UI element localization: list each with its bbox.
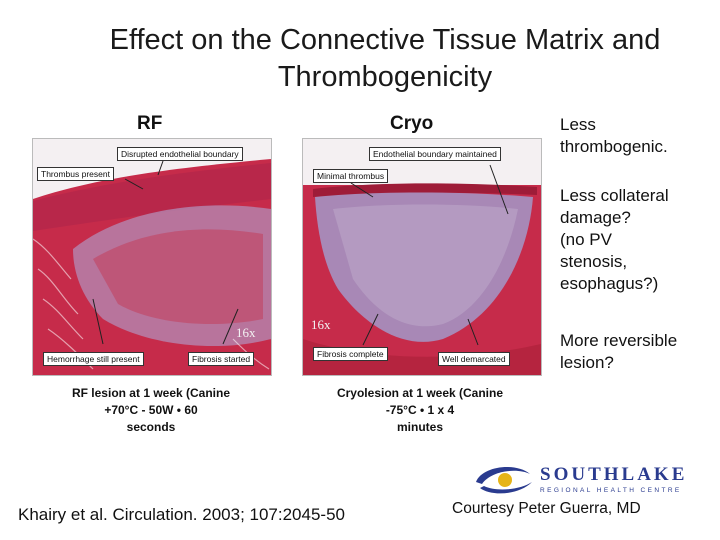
logo-name: SOUTHLAKE [540,464,688,485]
citation-text: Khairy et al. Circulation. 2003; 107:2045-50 [18,505,345,524]
side-note2-line3: (no PV [560,230,612,249]
cryo-histology-image [302,138,542,376]
side-note3-line2: lesion? [560,353,614,372]
side-note2-line4: stenosis, [560,252,628,271]
side-note2-line2: damage? [560,208,631,227]
side-note2-line5: esophagus?) [560,274,659,293]
cryo-label-fibrosis-complete: Fibrosis complete [313,347,388,361]
rf-caption-line2: +70°C - 50W • 60 [104,403,198,417]
southlake-logo [472,460,702,498]
cryo-label-well-demarcated: Well demarcated [438,352,510,366]
cryo-heading: Cryo [390,113,434,134]
side-note1-line2: thrombogenic. [560,137,668,156]
cryo-caption [300,385,540,436]
rf-histology-image [32,138,272,376]
rf-caption-line1: RF lesion at 1 week (Canine [71,386,231,400]
cryo-caption-line2: -75°C • 1 x 4 [385,403,455,417]
cryo-label-minimal-thrombus: Minimal thrombus [313,169,388,183]
slide-title [40,22,720,96]
rf-caption [32,385,270,436]
side-note-reversible [560,330,677,374]
rf-label-disrupted-boundary: Disrupted endothelial boundary [117,147,243,161]
cryo-label-boundary-maintained: Endothelial boundary maintained [369,147,501,161]
slide-title-line2: Thrombogenicity [277,61,493,93]
side-note3-line1: More reversible [560,331,678,350]
logo-subtitle: REGIONAL HEALTH CENTRE [540,487,682,494]
rf-label-thrombus: Thrombus present [37,167,114,181]
rf-caption-line3: seconds [126,420,176,434]
cryo-caption-line3: minutes [396,420,443,434]
side-note1-line1: Less [560,115,596,134]
cryo-caption-line1: Cryolesion at 1 week (Canine [336,386,504,400]
rf-label-hemorrhage: Hemorrhage still present [43,352,144,366]
side-note-thrombogenic [560,114,668,158]
cryo-magnification: 16x [311,317,331,332]
southlake-emblem-icon [472,460,536,498]
rf-label-fibrosis: Fibrosis started [188,352,254,366]
slide-title-line1: Effect on the Connective Tissue Matrix and [109,24,661,56]
rf-heading: RF [137,113,163,134]
side-note-collateral-damage [560,185,669,295]
courtesy-text: Courtesy Peter Guerra, MD [452,500,641,517]
rf-magnification: 16x [236,325,256,340]
side-note2-line1: Less collateral [560,186,669,205]
